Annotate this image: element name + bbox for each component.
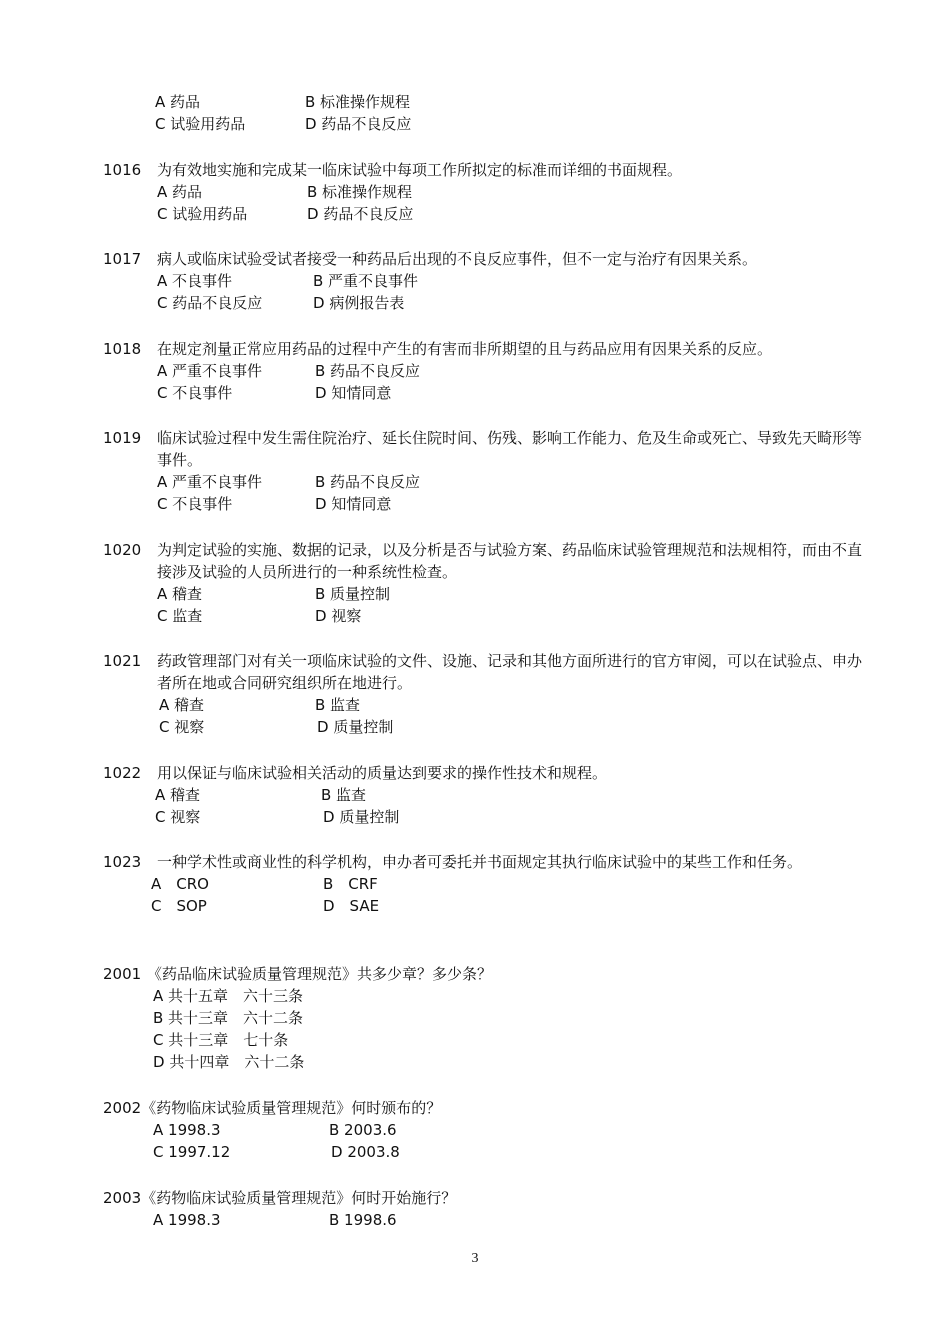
question-text: 临床试验过程中发生需住院治疗、延长住院时间、伤残、影响工作能力、危及生命或死亡、导致先天畸形等事件。: [157, 429, 863, 469]
option-line: [153, 1209, 863, 1231]
option-line: [157, 203, 863, 225]
question-number: 1021: [103, 652, 142, 670]
question-text: 病人或临床试验受试者接受一种药品后出现的不良反应事件，但不一定与治疗有因果关系。: [157, 250, 758, 268]
option-a: A 共十五章 六十三条: [153, 987, 304, 1005]
option-d: D 知情同意: [315, 384, 392, 402]
question-carryover: [103, 91, 863, 135]
option-b: B 标准操作规程: [305, 93, 411, 111]
question-text: 《药物临床试验质量管理规范》何时颁布的？: [141, 1099, 442, 1117]
option-a: A 严重不良事件: [157, 362, 263, 380]
question-text: 一种学术性或商业性的科学机构，申办者可委托并书面规定其执行临床试验中的某些工作和任务。: [157, 853, 803, 871]
question-text: 《药物临床试验质量管理规范》何时开始施行？: [141, 1189, 457, 1207]
option-c: C SOP: [151, 897, 207, 915]
question-number: 2002: [103, 1099, 142, 1117]
option-line: [153, 1051, 863, 1073]
question-text: 药政管理部门对有关一项临床试验的文件、设施、记录和其他方面所进行的官方审阅，可以在试验点、申办者所在地或合同研究组织所在地进行。: [157, 652, 863, 692]
option-line: [153, 1141, 863, 1163]
option-line: [157, 181, 863, 203]
option-list: [155, 784, 863, 828]
option-line: [155, 806, 863, 828]
option-c: C 共十三章 七十条: [153, 1031, 289, 1049]
option-list: [157, 181, 863, 225]
question-1022: [103, 762, 863, 828]
option-list: [153, 1209, 863, 1231]
question-number: 2001: [103, 965, 142, 983]
option-line: [153, 1007, 863, 1029]
option-line: [151, 873, 863, 895]
option-line: [155, 784, 863, 806]
option-line: [157, 360, 863, 382]
option-line: [157, 716, 863, 738]
option-line: [157, 471, 863, 493]
page-number: 3: [471, 1251, 479, 1266]
option-list: [157, 694, 863, 738]
question-1018: [103, 338, 863, 404]
option-d: D 质量控制: [317, 718, 394, 736]
option-b: B 2003.6: [329, 1121, 397, 1139]
option-a: A 1998.3: [153, 1121, 221, 1139]
option-list: [157, 360, 863, 404]
option-a: A 不良事件: [157, 272, 233, 290]
option-list: [157, 583, 863, 627]
question-text: 为判定试验的实施、数据的记录，以及分析是否与试验方案、药品临床试验管理规范和法规相符，而由不直接涉及试验的人员所进行的一种系统性检查。: [157, 541, 863, 581]
option-c: C 不良事件: [157, 384, 233, 402]
option-d: D 质量控制: [323, 808, 400, 826]
question-number: 1019: [103, 429, 142, 447]
question-2002: [103, 1097, 863, 1163]
option-a: A 稽查: [159, 696, 205, 714]
option-c: C 试验用药品: [157, 205, 248, 223]
question-number: 1017: [103, 250, 142, 268]
question-text: 为有效地实施和完成某一临床试验中每项工作所拟定的标准而详细的书面规程。: [157, 161, 683, 179]
option-c: C 视察: [155, 808, 201, 826]
option-d: D 知情同意: [315, 495, 392, 513]
option-line: [153, 985, 863, 1007]
question-1016: [103, 159, 863, 225]
question-2003: [103, 1187, 863, 1231]
option-line: [157, 493, 863, 515]
option-line: [157, 605, 863, 627]
option-a: A 药品: [155, 93, 201, 111]
option-list: [153, 1119, 863, 1163]
option-b: B 共十三章 六十二条: [153, 1009, 304, 1027]
option-line: [157, 292, 863, 314]
option-c: C 监查: [157, 607, 203, 625]
option-a: A 药品: [157, 183, 203, 201]
question-2001: [103, 963, 863, 1073]
option-line: [155, 113, 863, 135]
option-c: C 药品不良反应: [157, 294, 263, 312]
option-line: [157, 694, 863, 716]
question-number: 1023: [103, 853, 142, 871]
question-1020: [103, 539, 863, 627]
option-b: B 药品不良反应: [315, 473, 421, 491]
question-1017: [103, 248, 863, 314]
option-a: A 稽查: [157, 585, 203, 603]
option-line: [151, 895, 863, 917]
option-b: B 监查: [315, 696, 361, 714]
option-d: D 共十四章 六十二条: [153, 1053, 305, 1071]
option-d: D 药品不良反应: [305, 115, 412, 133]
option-d: D 视察: [315, 607, 362, 625]
option-line: [157, 270, 863, 292]
option-line: [157, 382, 863, 404]
question-text: 用以保证与临床试验相关活动的质量达到要求的操作性技术和规程。: [157, 764, 608, 782]
question-number: 2003: [103, 1189, 142, 1207]
option-b: B 药品不良反应: [315, 362, 421, 380]
question-1023: [103, 851, 863, 917]
option-line: [153, 1029, 863, 1051]
option-a: A CRO: [151, 875, 209, 893]
question-number: 1022: [103, 764, 142, 782]
option-a: A 严重不良事件: [157, 473, 263, 491]
question-1021: [103, 650, 863, 738]
option-list: [157, 471, 863, 515]
option-b: B 质量控制: [315, 585, 391, 603]
option-a: A 1998.3: [153, 1211, 221, 1229]
option-c: C 试验用药品: [155, 115, 246, 133]
question-number: 1020: [103, 541, 142, 559]
option-c: C 视察: [159, 718, 205, 736]
option-c: C 不良事件: [157, 495, 233, 513]
option-list: [157, 270, 863, 314]
option-b: B 监查: [321, 786, 367, 804]
question-text: 在规定剂量正常应用药品的过程中产生的有害而非所期望的且与药品应用有因果关系的反应。: [157, 340, 773, 358]
option-b: B 标准操作规程: [307, 183, 413, 201]
option-d: D 2003.8: [331, 1143, 400, 1161]
option-d: D 病例报告表: [313, 294, 405, 312]
option-list: [151, 873, 863, 917]
option-line: [153, 1119, 863, 1141]
option-list: [153, 985, 863, 1073]
question-text: 《药品临床试验质量管理规范》共多少章？多少条？: [147, 965, 493, 983]
question-number: 1016: [103, 161, 142, 179]
question-number: 1018: [103, 340, 142, 358]
option-a: A 稽查: [155, 786, 201, 804]
option-d: D 药品不良反应: [307, 205, 414, 223]
option-d: D SAE: [323, 897, 380, 915]
option-c: C 1997.12: [153, 1143, 231, 1161]
option-list: [155, 91, 863, 135]
option-b: B 1998.6: [329, 1211, 397, 1229]
option-line: [157, 583, 863, 605]
option-line: [155, 91, 863, 113]
question-1019: [103, 427, 863, 515]
option-b: B CRF: [323, 875, 378, 893]
option-b: B 严重不良事件: [313, 272, 419, 290]
